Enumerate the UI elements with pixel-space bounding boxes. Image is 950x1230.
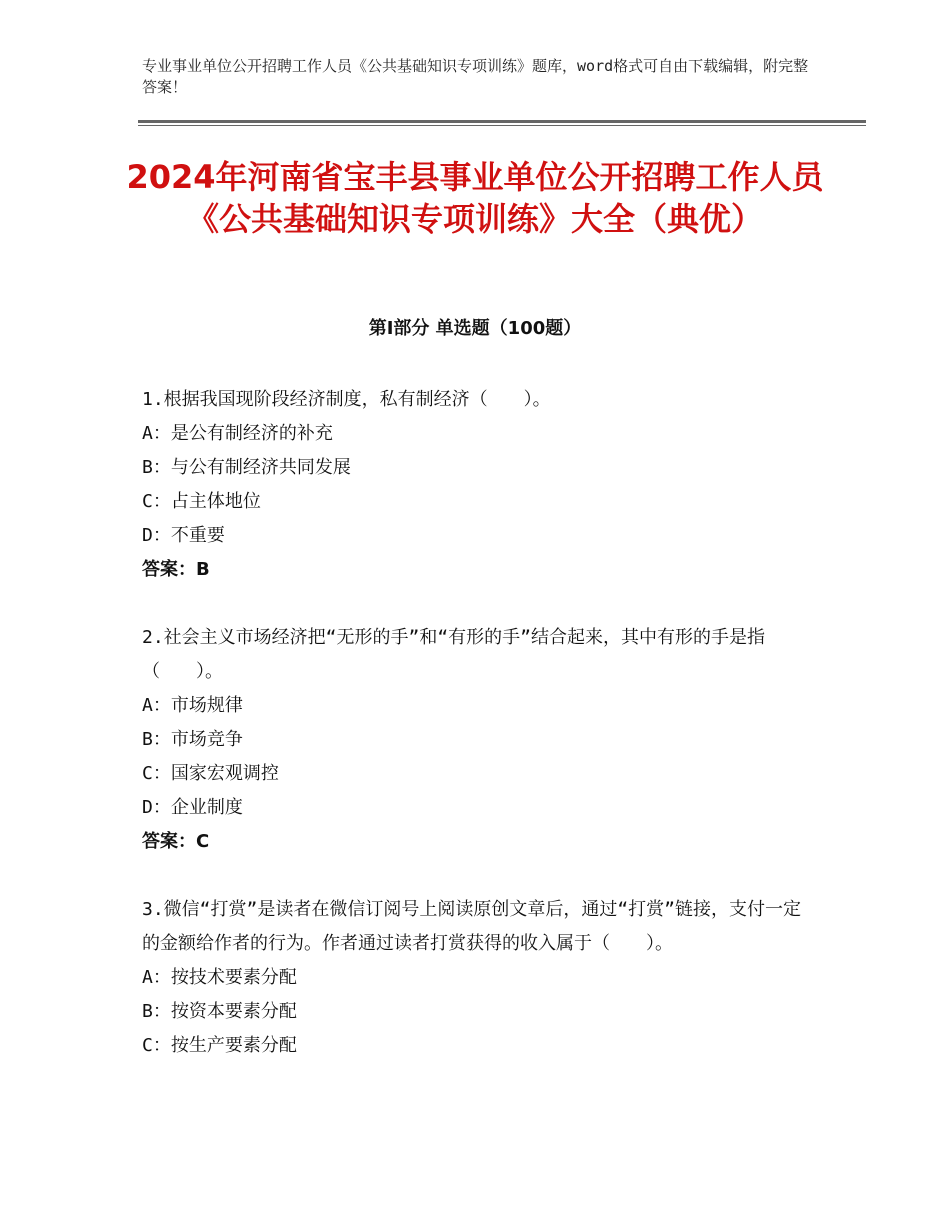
option-b: B：按资本要素分配: [142, 1001, 297, 1022]
option-a: A：按技术要素分配: [142, 967, 297, 988]
question-stem: 1.根据我国现阶段经济制度，私有制经济（ ）。: [142, 389, 551, 410]
option-a: A：市场规律: [142, 695, 243, 716]
header-divider: [138, 120, 866, 123]
question-3: [142, 893, 807, 1063]
option-d: D：企业制度: [142, 797, 243, 818]
option-b: B：市场竞争: [142, 729, 243, 750]
header-note: 专业事业单位公开招聘工作人员《公共基础知识专项训练》题库，word格式可自由下载编辑，附完整答案！: [142, 57, 809, 96]
option-a: A：是公有制经济的补充: [142, 423, 333, 444]
option-c: C：按生产要素分配: [142, 1035, 297, 1056]
question-stem: 2.社会主义市场经济把“无形的手”和“有形的手”结合起来，其中有形的手是指（ ）。: [142, 627, 766, 682]
document-title: 2024年河南省宝丰县事业单位公开招聘工作人员《公共基础知识专项训练》大全（典优）: [126, 158, 824, 238]
option-b: B：与公有制经济共同发展: [142, 457, 351, 478]
question-2: [142, 621, 807, 859]
answer: 答案：B: [142, 559, 210, 580]
header-divider-thin: [138, 125, 866, 126]
option-d: D：不重要: [142, 525, 225, 546]
option-c: C：占主体地位: [142, 491, 261, 512]
answer: 答案：C: [142, 831, 210, 852]
section-heading: 第Ⅰ部分 单选题（100题）: [368, 318, 582, 339]
question-list: [142, 383, 807, 1097]
question-1: [142, 383, 807, 587]
option-c: C：国家宏观调控: [142, 763, 279, 784]
question-stem: 3.微信“打赏”是读者在微信订阅号上阅读原创文章后，通过“打赏”链接，支付一定的金额给作者的行为。作者通过读者打赏获得的收入属于（ ）。: [142, 899, 802, 954]
